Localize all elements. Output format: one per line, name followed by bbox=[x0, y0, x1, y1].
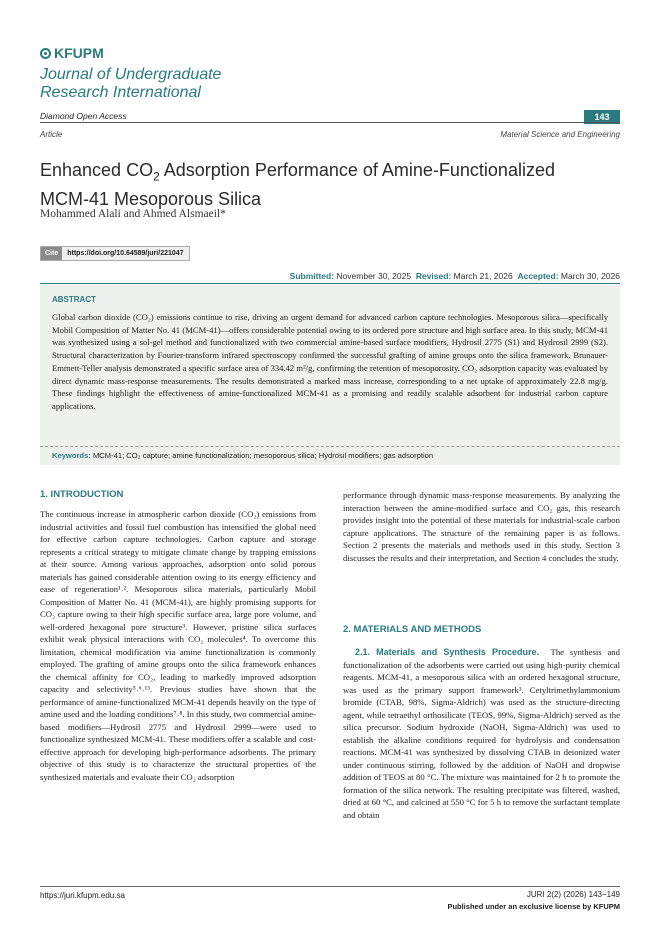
journal-logo bbox=[40, 45, 104, 61]
abstract-text: Global carbon dioxide (CO₂) emissions continue to rise, driving an urgent demand for advanced carbon capture technologies. Mesoporous silica—specifically Mobil Composition of Matter No. 41 (MCM-41)—offers considerable potential owing to its ordered pore structure and high surface area. In this study, MCM-41 was synthesized using a sol-gel method and functionalized with two commercial amine-based surface modifiers, Hydrosil 2775 (S1) and Hydrosil 2999 (S2). Structural characterization by Fourier-transform infrared spectroscopy confirmed the successful grafting of amine groups onto the silica framework. Brunauer-Emmett-Teller analysis demonstrated a specific surface area of 334.42 m²/g, confirming the retention of mesoporosity. CO₂ adsorption capacity was evaluated by direct dynamic mass-response measurements. The results demonstrated a marked mass increase, corresponding to a net uptake of approximately 22.8 mg/g. These findings highlight the effectiveness of amine-functionalized MCM-41 as a promising and readily scalable adsorbent for industrial carbon capture applications. bbox=[52, 312, 608, 411]
authors: Mohammed Alali and Ahmed Alsmaeil* bbox=[40, 208, 226, 220]
abstract-heading: ABSTRACT bbox=[52, 295, 96, 304]
revised-label: Revised: bbox=[415, 271, 452, 281]
doi-link[interactable]: https://doi.org/10.64589/juri/221047 bbox=[62, 247, 188, 260]
title-part1: Enhanced CO bbox=[40, 160, 154, 180]
introduction-text: The continuous increase in atmospheric carbon dioxide (CO₂) emissions from industrial activities and fossil fuel combustion has intensified the global need for effective carbon capture technologies. Carbon capture and storage represents a critical strategy to mitigate climate change by trapping emissions at their source. Among various approaches, adsorption onto solid porous materials has gained considerable attention owing to its energy efficiency and ease of regeneration¹˒². Mesoporous silica materials, particularly Mobil Composition of Matter No. 41 (MCM-41), are highly promising supports for CO₂ capture owing to their high specific surface area, large pore volume, and well-ordered hexagonal pore structure³. However, pristine silica surfaces exhibit weak physical interactions with CO₂ molecules⁴. To overcome this limitation, chemical modification via amine functionalization is commonly employed. The grafting of amine groups onto the silica framework enhances the chemical affinity for CO₂, leading to markedly improved adsorption capacity and selectivity⁵˒⁶˒¹³. Previous studies have shown that the performance of amine-functionalized MCM-41 depends heavily on the type of amine used and the loading conditions⁷˒⁸. In this study, two commercial amine-based modifiers—Hydrosil 2775 and Hydrosil 2999—were used to functionalize synthesized MCM-41. These modifiers offer a scalable and cost-effective approach for developing high-performance adsorbents. The primary objective of this study is to characterize the structural properties of the synthesized materials and evaluate their CO₂ adsorption bbox=[40, 509, 316, 782]
article-title bbox=[40, 159, 620, 210]
section-heading-introduction: 1. INTRODUCTION bbox=[40, 489, 124, 500]
title-line2: MCM-41 Mesoporous Silica bbox=[40, 188, 262, 209]
journal-url-link[interactable]: https://juri.kfupm.edu.sa bbox=[40, 891, 125, 900]
introduction-text-continued: performance through dynamic mass-response measurements. By analyzing the interaction between the amine-modified surface and CO₂ gas, this research provides insight into the potential of these materials for industrial-scale carbon capture applications. The structure of the remaining paper is as follows. Section 2 presents the materials and methods used in this study, Section 3 discusses the results and their interpretation, and Section 4 concludes the study. bbox=[343, 490, 620, 563]
title-part2: Adsorption Performance of Amine-Functionalized bbox=[159, 160, 555, 180]
article-type: Article bbox=[40, 130, 63, 139]
title-subscript: 2 bbox=[153, 169, 160, 184]
dates-divider bbox=[40, 283, 620, 284]
subsection-2-1-title: 2.1. Materials and Synthesis Procedure. bbox=[355, 647, 539, 657]
section-heading-materials-methods: 2. MATERIALS AND METHODS bbox=[343, 624, 482, 635]
abstract-divider bbox=[40, 446, 620, 447]
license-notice: Published under an exclusive license by KFUPM bbox=[447, 902, 620, 911]
header-divider bbox=[40, 122, 620, 123]
subsection-2-1 bbox=[343, 646, 620, 821]
footer-citation: JURI 2(2) (2026) 143−149 bbox=[526, 890, 620, 899]
footer-divider bbox=[40, 886, 620, 887]
cite-badge[interactable] bbox=[40, 246, 190, 261]
page-number-badge: 143 bbox=[584, 110, 620, 124]
cite-label: Cite bbox=[41, 247, 62, 260]
keywords bbox=[52, 451, 433, 460]
accepted-date: March 30, 2026 bbox=[560, 271, 620, 281]
journal-title-line1: Journal of Undergraduate bbox=[40, 66, 222, 83]
article-dates bbox=[290, 271, 620, 281]
open-access-label: Diamond Open Access bbox=[40, 111, 127, 121]
accepted-label: Accepted: bbox=[517, 271, 559, 281]
subject-area: Material Science and Engineering bbox=[500, 130, 620, 139]
revised-date: March 21, 2026 bbox=[453, 271, 513, 281]
subsection-2-1-text: The synthesis and functionalization of the adsorbents were carried out using high-purity chemical reagents. MCM-41, a mesoporous silica with an ordered hexagonal structure, was used as the primary support framework³. Cetyltrimethylammonium bromide (CTAB, 98%, Sigma-Aldrich) was used as the structure-directing agent, while tetraethyl orthosilicate (TEOS, 99%, Sigma-Aldrich) served as the silica precursor. Sodium hydroxide (NaOH, Sigma-Aldrich) was used to establish the alkaline conditions required for hydrolysis and condensation reactions. MCM-41 was synthesized by dissolving CTAB in deionized water under continuous stirring, followed by the addition of NaOH and dropwise addition of TEOS at 80 °C. The mixture was maintained for 2 h to promote the formation of the silica network. The resulting precipitate was filtered, washed, dried at 60 °C, and calcined at 550 °C for 5 h to remove the surfactant template and obtain bbox=[343, 647, 620, 820]
submitted-date: November 30, 2025 bbox=[336, 271, 412, 281]
kfupm-logo-icon bbox=[40, 48, 51, 59]
journal-title-line2: Research International bbox=[40, 84, 201, 101]
submitted-label: Submitted: bbox=[289, 271, 335, 281]
keywords-list: MCM-41; CO₂ capture; amine functionalization; mesoporous silica; Hydrosil modifiers; gas adsorption bbox=[92, 451, 434, 460]
abstract-box bbox=[40, 285, 620, 465]
logo-text: KFUPM bbox=[54, 45, 104, 61]
keywords-label: Keywords: bbox=[52, 451, 91, 460]
journal-title bbox=[40, 66, 300, 102]
